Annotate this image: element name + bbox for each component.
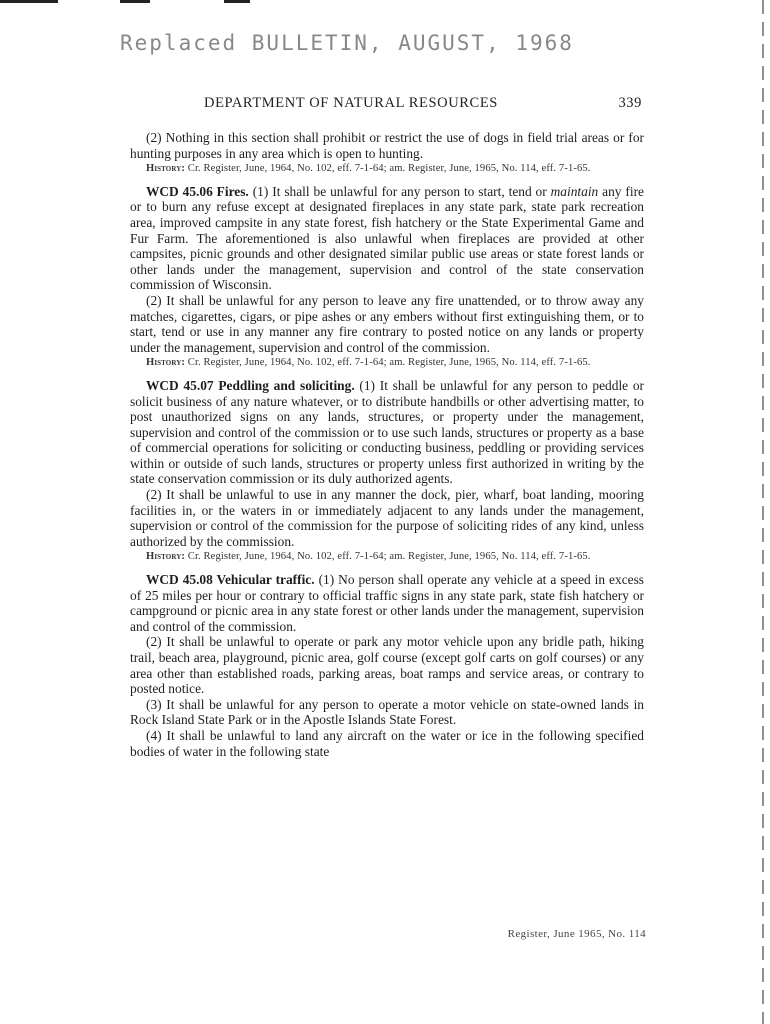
- paragraph-traffic-3: (3) It shall be unlawful for any person to operate a motor vehicle on state-owned lands in Rock Island State Park or in the Apostle Islands State Forest.: [130, 696, 644, 728]
- history-note: [130, 551, 644, 563]
- history-label: History:: [146, 551, 186, 563]
- paragraph-peddling-2: (2) It shall be unlawful to use in any manner the dock, pier, wharf, boat landing, mooring facilities in, or the waters in or immediately adjacent to any lands under the management, supervision or control of the commission for the purpose of soliciting rides of any kind, unless authorized by the commission.: [130, 487, 644, 549]
- section-text: (1) No person shall operate any vehicle at a speed in excess of 25 miles per hour or contrary to official traffic signs in any state park, state fish hatchery or campground or picnic area in any state forest or other lands under the management, supervision and control of the commission.: [130, 572, 645, 634]
- section-heading: WCD 45.07 Peddling and soliciting.: [146, 377, 355, 393]
- page-number: 339: [618, 95, 642, 111]
- section-heading: WCD 45.06 Fires.: [146, 183, 249, 199]
- section-45-07-peddling: [130, 378, 644, 487]
- paragraph-dogs: (2) Nothing in this section shall prohibit or restrict the use of dogs in field trial areas or for hunting purposes in any area which is open to hunting.: [130, 130, 644, 161]
- section-45-06-fires: [130, 184, 644, 293]
- history-note: [130, 357, 644, 369]
- section-heading: WCD 45.08 Vehicular traffic.: [146, 572, 315, 588]
- section-text: any fire or to burn any refuse except at designated fireplaces in any state park, state park recreation area, improved campsite in any state forest, fish hatchery or the State Experimental Game and Fur Farm. The aforementioned is also unlawful when fireplaces are provided at other campsites, picnic grounds and other designated similar public use areas or state forest lands or other lands under the management, supervision and control of the state conservation commission of Wisconsin.: [130, 183, 644, 293]
- history-label: History:: [146, 357, 186, 369]
- section-text: (1) It shall be unlawful for any person to peddle or solicit business of any nature whatever, or to distribute handbills or other advertising matter, to post unauthorized signs on any lands, structures, or property under the management, supervision and control of the commission or to use such lands, structures or property as a base of commercial operations for soliciting or conducting business, peddling or providing services within or outside of such lands, structures or property unless first authorized in writing by the state conservation commission or its duly authorized agents.: [130, 377, 644, 487]
- history-label: History:: [146, 163, 186, 175]
- history-text: Cr. Register, June, 1964, No. 102, eff. 7-1-64; am. Register, June, 1965, No. 114, eff. 7-1-65.: [185, 551, 591, 563]
- scan-artifact-right-edge: [762, 0, 764, 1024]
- page-title: DEPARTMENT OF NATURAL RESOURCES: [204, 95, 498, 111]
- running-head: [204, 95, 642, 115]
- section-emphasis: maintain: [550, 183, 599, 199]
- scan-artifact-top: [0, 0, 260, 4]
- section-text: (1) It shall be unlawful for any person to start, tend or: [248, 183, 551, 199]
- register-footer: Register, June 1965, No. 114: [507, 928, 646, 940]
- history-note: [130, 163, 644, 175]
- paragraph-traffic-4: (4) It shall be unlawful to land any aircraft on the water or ice in the following specified bodies of water in the following state: [130, 727, 644, 759]
- section-45-08-vehicular-traffic: [130, 572, 644, 634]
- replaced-stamp: Replaced BULLETIN, AUGUST, 1968: [120, 31, 574, 55]
- history-text: Cr. Register, June, 1964, No. 102, eff. 7-1-64; am. Register, June, 1965, No. 114, eff. 7-1-65.: [185, 357, 591, 369]
- paragraph-fires-2: (2) It shall be unlawful for any person to leave any fire unattended, or to throw away any matches, cigarettes, cigars, or pipe ashes or any embers without first extinguishing them, or to start, tend or use in any manner any fire contrary to posted notice on any lands or property under the management, supervision and control of the commission.: [130, 292, 644, 355]
- history-text: Cr. Register, June, 1964, No. 102, eff. 7-1-64; am. Register, June, 1965, No. 114, eff. 7-1-65.: [185, 163, 591, 175]
- document-body: [130, 130, 644, 759]
- paragraph-traffic-2: (2) It shall be unlawful to operate or park any motor vehicle upon any bridle path, hiking trail, beach area, playground, picnic area, golf course (except golf carts on golf courses) or any area other than established roads, parking areas, boat ramps and service areas, or contrary to posted notice.: [130, 634, 644, 697]
